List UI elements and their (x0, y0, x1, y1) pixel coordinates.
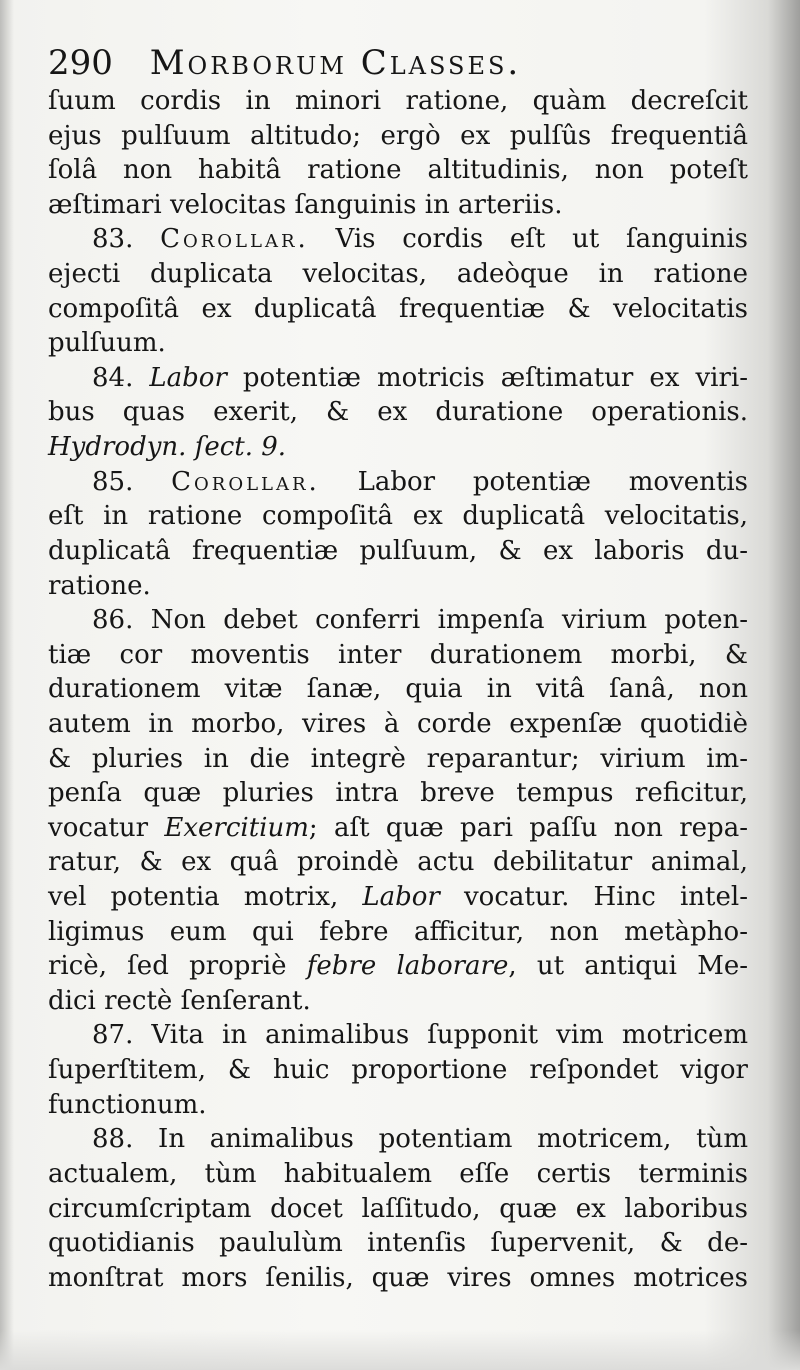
text-segment: durationem vitæ ſanæ, quia in vitâ ſanâ, non (48, 674, 748, 705)
text-segment: penſa quæ pluries intra breve tempus reficitur, (48, 778, 748, 809)
page-number: 290 (48, 43, 113, 83)
text-line (48, 811, 748, 846)
text-segment: ricè, ſed propriè (48, 951, 307, 982)
text-segment: 88. In animalibus potentiam motricem, tùm (92, 1124, 748, 1155)
text-line (48, 845, 748, 880)
text-line (48, 361, 748, 396)
text-line (48, 465, 748, 500)
body-text (48, 84, 748, 1295)
text-line (48, 672, 748, 707)
text-line (48, 776, 748, 811)
text-line (48, 292, 748, 327)
italic-term: Exercitium (164, 812, 309, 843)
text-line (48, 1088, 748, 1123)
text-line (48, 742, 748, 777)
text-line (48, 707, 748, 742)
text-segment: , ut antiqui Me- (508, 951, 749, 982)
text-segment: 83. (92, 224, 161, 255)
text-line (48, 1053, 748, 1088)
text-segment: 84. (92, 362, 150, 393)
text-segment: ratione. (48, 570, 151, 601)
section-heading: Corollar. (160, 224, 309, 255)
text-segment: actualem, tùm habitualem eſſe certis terminis (48, 1158, 748, 1189)
italic-term: Labor (149, 362, 227, 393)
text-line (48, 915, 748, 950)
text-line (48, 1018, 748, 1053)
text-segment: ligimus eum qui febre afficitur, non metàpho- (48, 916, 748, 947)
section-heading: Corollar. (171, 466, 320, 497)
text-line (48, 153, 748, 188)
text-line (48, 430, 748, 465)
text-segment: vocatur. Hinc intel- (439, 882, 748, 913)
text-segment: ſolâ non habitâ ratione altitudinis, non poteſt (48, 155, 748, 186)
text-segment: duplicatâ frequentiæ pulſuum, & ex laboris du- (48, 535, 748, 566)
text-line (48, 1261, 748, 1296)
text-line (48, 1157, 748, 1192)
text-line (48, 949, 748, 984)
text-line (48, 222, 748, 257)
text-segment: bus quas exerit, & ex duratione operationis. (48, 397, 748, 428)
text-segment: autem in morbo, vires à corde expenſæ quotidiè (48, 708, 748, 739)
text-segment: circumſcriptam docet laſſitudo, quæ ex laboribus (48, 1193, 748, 1224)
running-title: Morborum Classes. (149, 43, 522, 83)
text-line (48, 188, 748, 223)
text-segment: tiæ cor moventis inter durationem morbi, & (48, 639, 748, 670)
text-segment: eſt in ratione compoſitâ ex duplicatâ velocitatis, (48, 501, 748, 532)
text-segment: compoſitâ ex duplicatâ frequentiæ & velocitatis (48, 293, 748, 324)
text-segment: monſtrat mors ſenilis, quæ vires omnes motrices (48, 1262, 748, 1293)
text-line (48, 1192, 748, 1227)
text-segment: ejecti duplicata velocitas, adeòque in ratione (48, 259, 748, 290)
text-segment: quotidianis paululùm intenſis ſupervenit, & de- (48, 1228, 748, 1259)
text-segment: Vis cordis eſt ut ſanguinis (308, 224, 748, 255)
italic-term: febre laborare (306, 951, 509, 982)
text-segment: vocatur (48, 812, 165, 843)
italic-term: Labor (362, 882, 440, 913)
text-segment: æſtimari velocitas ſanguinis in arteriis. (48, 189, 563, 220)
text-line (48, 1122, 748, 1157)
text-line (48, 569, 748, 604)
text-segment: dici rectè ſenſerant. (48, 985, 311, 1016)
text-segment: ratur, & ex quâ proindè actu debilitatur animal, (48, 847, 748, 878)
text-segment: pulſuum. (48, 328, 166, 359)
text-line (48, 499, 748, 534)
italic-term: Hydrodyn. ſect. 9. (48, 432, 287, 463)
text-segment: functionum. (48, 1089, 207, 1120)
text-line (48, 534, 748, 569)
text-segment: ; aſt quæ pari paſſu non repa- (308, 812, 748, 843)
text-segment: 87. Vita in animalibus ſupponit vim motricem (92, 1020, 748, 1051)
text-line (48, 257, 748, 292)
text-line (48, 395, 748, 430)
text-line (48, 84, 748, 119)
text-segment: ſuum cordis in minori ratione, quàm decreſcit (48, 86, 748, 116)
text-segment: 85. (92, 466, 172, 497)
text-line (48, 1226, 748, 1261)
text-line (48, 119, 748, 154)
text-segment: Labor potentiæ moventis (319, 466, 748, 497)
text-line (48, 984, 748, 1019)
text-line (48, 638, 748, 673)
bottom-shadow (0, 1330, 800, 1370)
gutter-shadow (0, 0, 14, 1370)
text-segment: vel potentia motrix, (48, 882, 363, 913)
running-header (48, 40, 521, 86)
text-line (48, 326, 748, 361)
text-segment: potentiæ motricis æſtimatur ex viri- (226, 362, 748, 393)
text-line (48, 880, 748, 915)
text-line (48, 603, 748, 638)
text-segment: 86. Non debet conferri impenſa virium poten- (92, 605, 748, 636)
text-segment: ſuperſtitem, & huic proportione reſpondet vigor (48, 1055, 748, 1086)
text-segment: ejus pulſuum altitudo; ergò ex pulſûs frequentiâ (48, 120, 748, 151)
text-segment: & pluries in die integrè reparantur; virium im- (48, 743, 748, 774)
